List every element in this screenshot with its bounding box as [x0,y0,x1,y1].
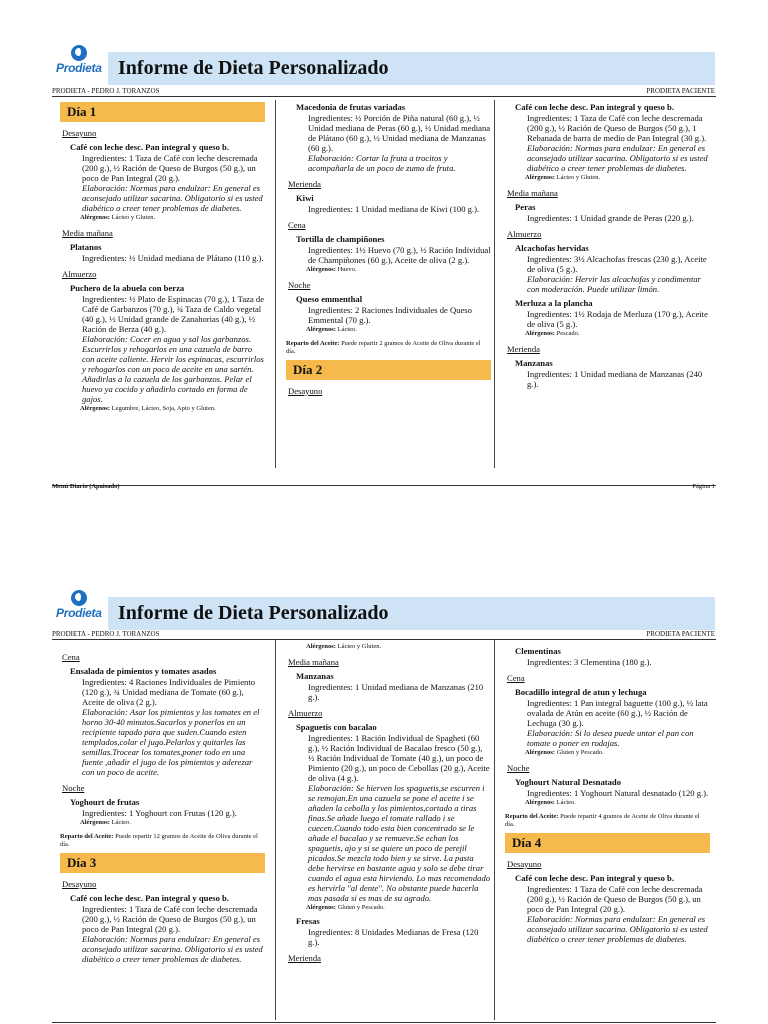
allergens: Alérgenos: Lácteo y Gluten. [525,174,601,181]
header-left: PRODIETA - PEDRO J. TORANZOS [52,87,160,95]
meal-heading: Cena [507,673,525,683]
meal-heading: Media mañana [288,657,339,667]
dish-ingredients: Ingredientes: 1½ Rodaja de Merluza (170 g.), Aceite de oliva (5 g.). [527,309,708,329]
page-title: Informe de Dieta Personalizado [118,57,389,79]
day-heading: Día 3 [60,853,265,873]
meal-heading: Desayuno [62,879,97,889]
dish-name: Fresas [296,916,320,926]
report-page-1 [0,45,768,505]
allergens: Alérgenos: Lácteo. [80,819,131,826]
dish-ingredients: Ingredientes: 8 Unidades Medianas de Fresa (120 g.). [308,927,479,947]
allergens: Alérgenos: Legumbre, Lácteo, Soja, Apio y Gluten. [80,405,216,412]
dish-name: Manzanas [515,358,553,368]
dish-ingredients: Ingredientes: 1 Taza de Café con leche descremada (200 g.), ½ Ración de Queso de Burgos (50 g.), un poco de Pan Integral (20 g.). [527,884,703,914]
dish-ingredients: Ingredientes: 1 Unidad mediana de Kiwi (100 g.). [308,204,480,214]
meal-heading: Desayuno [62,128,97,138]
day-heading: Día 2 [286,360,491,380]
dish-preparation: Elaboración: Normas para endulzar: En general es aconsejado utilizar sacarina. Obligatorio si es usted diabético o creer tener problemas de diabetes. [527,143,708,173]
dish-ingredients: Ingredientes: ½ Unidad mediana de Plátano (110 g.). [82,253,264,263]
dish-ingredients: Ingredientes: 1 Pan integral baguette (100 g.), ½ lata ovalada de Atún en aceite (60 g.), ½ Ración de Lechuga (30 g.). [527,698,708,728]
dish-name: Clementinas [515,646,561,656]
dish-name: Kiwi [296,193,314,203]
dish-preparation: Elaboración: Asar los pimientos y los tomates en el horno 30-40 minutos.Sacarlos y ponerlos en un recipiente tapado para que suden.Cuando esten templados,colar el jugo.Pelarlos y quitarles las semillas.Trocear los tomates,poner todo en una fuente ,añadir el jugo de los pimientos y aderezar con un poco de aceite. [82,707,260,777]
dish-ingredients: Ingredientes: 4 Raciones Individuales de Pimiento (120 g.), ¾ Unidad mediana de Tomate (60 g.), Aceite de oliva (2 g.). [82,677,256,707]
dish-name: Merluza a la plancha [515,298,593,308]
prodieta-logo [56,45,102,87]
dish-ingredients: Ingredientes: 3 Clementina (180 g.). [527,657,652,667]
dish-name: Platanos [70,242,102,252]
footer-divider [52,485,716,486]
header-divider [52,96,716,97]
dish-name: Tortilla de champiñones [296,234,385,244]
dish-name: Café con leche desc. Pan integral y queso b. [515,102,674,112]
dish-preparation: Elaboración: Se hierven los spaguetis,se escurren i se remojan.En una cazuela se pone el aceite i se añaden la cebolla y los pimientos,cortado a tiras finas.Se añade luego el tomate rallado i se cuecen.Cuando todo esta bien concentrado se le añade el bacalao y se remueve.Se echan los spaguetis, ajo y si se quiere un poco de perejil picados.Se mezcla todo bien y se sirve. La pasta debe hervirse en bastante agua y solo se debe tirar cuando el agua esta hirviendo. Lo mas recomendado es hervirla "al dente". No obstante puede hacerla mas pasada si es mas de su agrado. [308,783,491,903]
meal-heading: Almuerzo [507,229,542,239]
meal-heading: Merienda [507,344,540,354]
column-divider [275,100,276,468]
dish-ingredients: Ingredientes: 1 Ración Individual de Spagheti (60 g.), ½ Ración Individual de Bacalao fresco (50 g.), ½ Ración Individual de Tomate (40 g.), un poco de Pimiento (20 g.), un poco de Cebollas (20 g.), Aceite de oliva (4 g.). [308,733,490,783]
dish-name: Peras [515,202,536,212]
dish-name: Puchero de la abuela con berza [70,283,185,293]
dish-ingredients: Ingredientes: 1 Taza de Café con leche descremada (200 g.), ½ Ración de Queso de Burgos (50 g.), 1 Rebanada de barra de medio de Pan Integral (30 g.). [527,113,707,143]
dish-name: Alcachofas hervidas [515,243,589,253]
oil-distribution-note: Reparto del Aceite: Puede repartir 4 gramos de Aceite de Oliva durante el día. [505,813,700,828]
dish-preparation: Elaboración: Si lo desea puede untar el pan con tomate o poner en rodajas. [527,728,694,748]
dish-ingredients: Ingredientes: 2 Raciones Individuales de Queso Emmental (70 g.). [308,305,472,325]
logo-icon [71,590,87,606]
title-banner [108,52,715,85]
meal-heading: Cena [288,220,306,230]
title-banner [108,597,715,630]
column-divider [275,640,276,1020]
dish-preparation: Elaboración: Normas para endulzar: En general es aconsejado utilizar sacarina. Obligatorio si es usted diabético o creer tener problemas de diabetes. [82,183,263,213]
allergens: Alérgenos: Lácteo. [525,799,576,806]
meal-heading: Cena [62,652,80,662]
dish-ingredients: Ingredientes: 1 Yoghourt con Frutas (120 g.). [82,808,237,818]
meal-heading: Noche [507,763,530,773]
column-divider [494,100,495,468]
dish-name: Café con leche desc. Pan integral y queso b. [515,873,674,883]
header-divider [52,639,716,640]
dish-name: Ensalada de pimientos y tomates asados [70,666,217,676]
dish-name: Spaguetis con bacalao [296,722,377,732]
allergens: Alérgenos: Gluten y Pescado. [525,749,604,756]
menu-column-3 [505,646,710,944]
allergens: Alérgenos: Gluten y Pescado. [306,904,385,911]
dish-preparation: Elaboración: Normas para endulzar: En general es aconsejado utilizar sacarina. Obligatorio si es usted diabético o creer tener problemas de diabetes. [527,914,708,944]
header-right: PRODIETA PACIENTE [646,87,715,95]
logo-text: Prodieta [56,606,102,620]
meal-heading: Merienda [288,953,321,963]
oil-distribution-note: Reparto del Aceite: Puede repartir 12 gramos de Aceite de Oliva durante el día. [60,833,258,848]
dish-ingredients: Ingredientes: ½ Porción de Piña natural (60 g.), ½ Unidad mediana de Peras (60 g.), ½ Unidad mediana de Plátano (60 g.), ½ Unidad mediana de Manzanas (60 g.). [308,113,491,153]
allergens: Alérgenos: Huevo. [306,266,357,273]
dish-name: Café con leche desc. Pan integral y queso b. [70,142,229,152]
dish-preparation: Elaboración: Hervir las alcachofas y condimentar con moderación. Puede utilizar limón. [527,274,701,294]
dish-ingredients: Ingredientes: ½ Plato de Espinacas (70 g.), 1 Taza de Café de Garbanzos (70 g.), ¾ Taza de Caldo vegetal (40 g.), ½ Unidad grande de Zanahorias (40 g.), ½ Ración de Berza (40 g.). [82,294,265,334]
menu-column-2 [286,100,491,399]
meal-heading: Media mañana [62,228,113,238]
meal-heading: Desayuno [288,386,323,396]
meal-heading: Desayuno [507,859,542,869]
dish-name: Manzanas [296,671,334,681]
meal-heading: Media mañana [507,188,558,198]
page-title: Informe de Dieta Personalizado [118,602,389,624]
dish-name: Yoghourt de frutas [70,797,140,807]
dish-ingredients: Ingredientes: 1 Unidad mediana de Manzanas (240 g.). [527,369,703,389]
dish-preparation: Elaboración: Cortar la fruta a trocitos y acompañarla de un poco de zumo de fruta. [308,153,456,173]
dish-name: Bocadillo integral de atun y lechuga [515,687,647,697]
header-left: PRODIETA - PEDRO J. TORANZOS [52,630,160,638]
oil-distribution-note: Reparto del Aceite: Puede repartir 2 gramos de Aceite de Oliva durante el día. [286,340,481,355]
dish-ingredients: Ingredientes: 1 Taza de Café con leche descremada (200 g.), ½ Ración de Queso de Burgos (50 g.), un poco de Pan Integral (20 g.). [82,153,258,183]
prodieta-logo [56,590,102,632]
dish-name: Café con leche desc. Pan integral y queso b. [70,893,229,903]
menu-column-2 [286,642,491,966]
page-number: Página 1 [692,483,715,490]
footer-divider [52,1022,716,1023]
dish-name: Yoghourt Natural Desnatado [515,777,621,787]
meal-heading: Merienda [288,179,321,189]
day-heading: Día 1 [60,102,265,122]
logo-icon [71,45,87,61]
dish-ingredients: Ingredientes: 1 Unidad mediana de Manzanas (210 g.). [308,682,484,702]
footer-left: Menú Diario (Apaisado) [52,483,120,490]
allergens: Alérgenos: Lácteo. [306,326,357,333]
dish-ingredients: Ingredientes: 3½ Alcachofas frescas (230 g.), Aceite de oliva (5 g.). [527,254,707,274]
dish-preparation: Elaboración: Cocer en agua y sal los garbanzos. Escurrirlos y rehogarlos en una cazuela de barro con aceite caliente. Hervir los espinacas, escurrirlos y rehogarlos con un poco de aceite en una sartén. Añadirlas a la cazuela de los garbanzos. Pelar el huevo ya cocido y añadirlo cortado en forma de gajos. [82,334,264,404]
meal-heading: Almuerzo [288,708,323,718]
menu-column-1 [60,100,265,417]
meal-heading: Noche [288,280,311,290]
dish-ingredients: Ingredientes: 1 Yoghourt Natural desnatado (120 g.). [527,788,709,798]
menu-column-3 [505,100,710,389]
menu-column-1 [60,652,265,964]
meal-heading: Almuerzo [62,269,97,279]
header-right: PRODIETA PACIENTE [646,630,715,638]
report-page-2 [0,590,768,1024]
dish-ingredients: Ingredientes: 1½ Huevo (70 g.), ½ Ración Individual de Champiñones (60 g.), Aceite de oliva (2 g.). [308,245,491,265]
allergens: Alérgenos: Lácteo y Gluten. [306,643,382,650]
dish-name: Macedonia de frutas variadas [296,102,406,112]
day-heading: Día 4 [505,833,710,853]
column-divider [494,640,495,1020]
meal-heading: Noche [62,783,85,793]
dish-ingredients: Ingredientes: 1 Unidad grande de Peras (220 g.). [527,213,694,223]
logo-text: Prodieta [56,61,102,75]
allergens: Alérgenos: Lácteo y Gluten. [80,214,156,221]
dish-name: Queso emmenthal [296,294,363,304]
allergens: Alérgenos: Pescado. [525,330,580,337]
dish-ingredients: Ingredientes: 1 Taza de Café con leche descremada (200 g.), ½ Ración de Queso de Burgos (50 g.), un poco de Pan Integral (20 g.). [82,904,258,934]
dish-preparation: Elaboración: Normas para endulzar: En general es aconsejado utilizar sacarina. Obligatorio si es usted diabético o creer tener problemas de diabetes. [82,934,263,964]
